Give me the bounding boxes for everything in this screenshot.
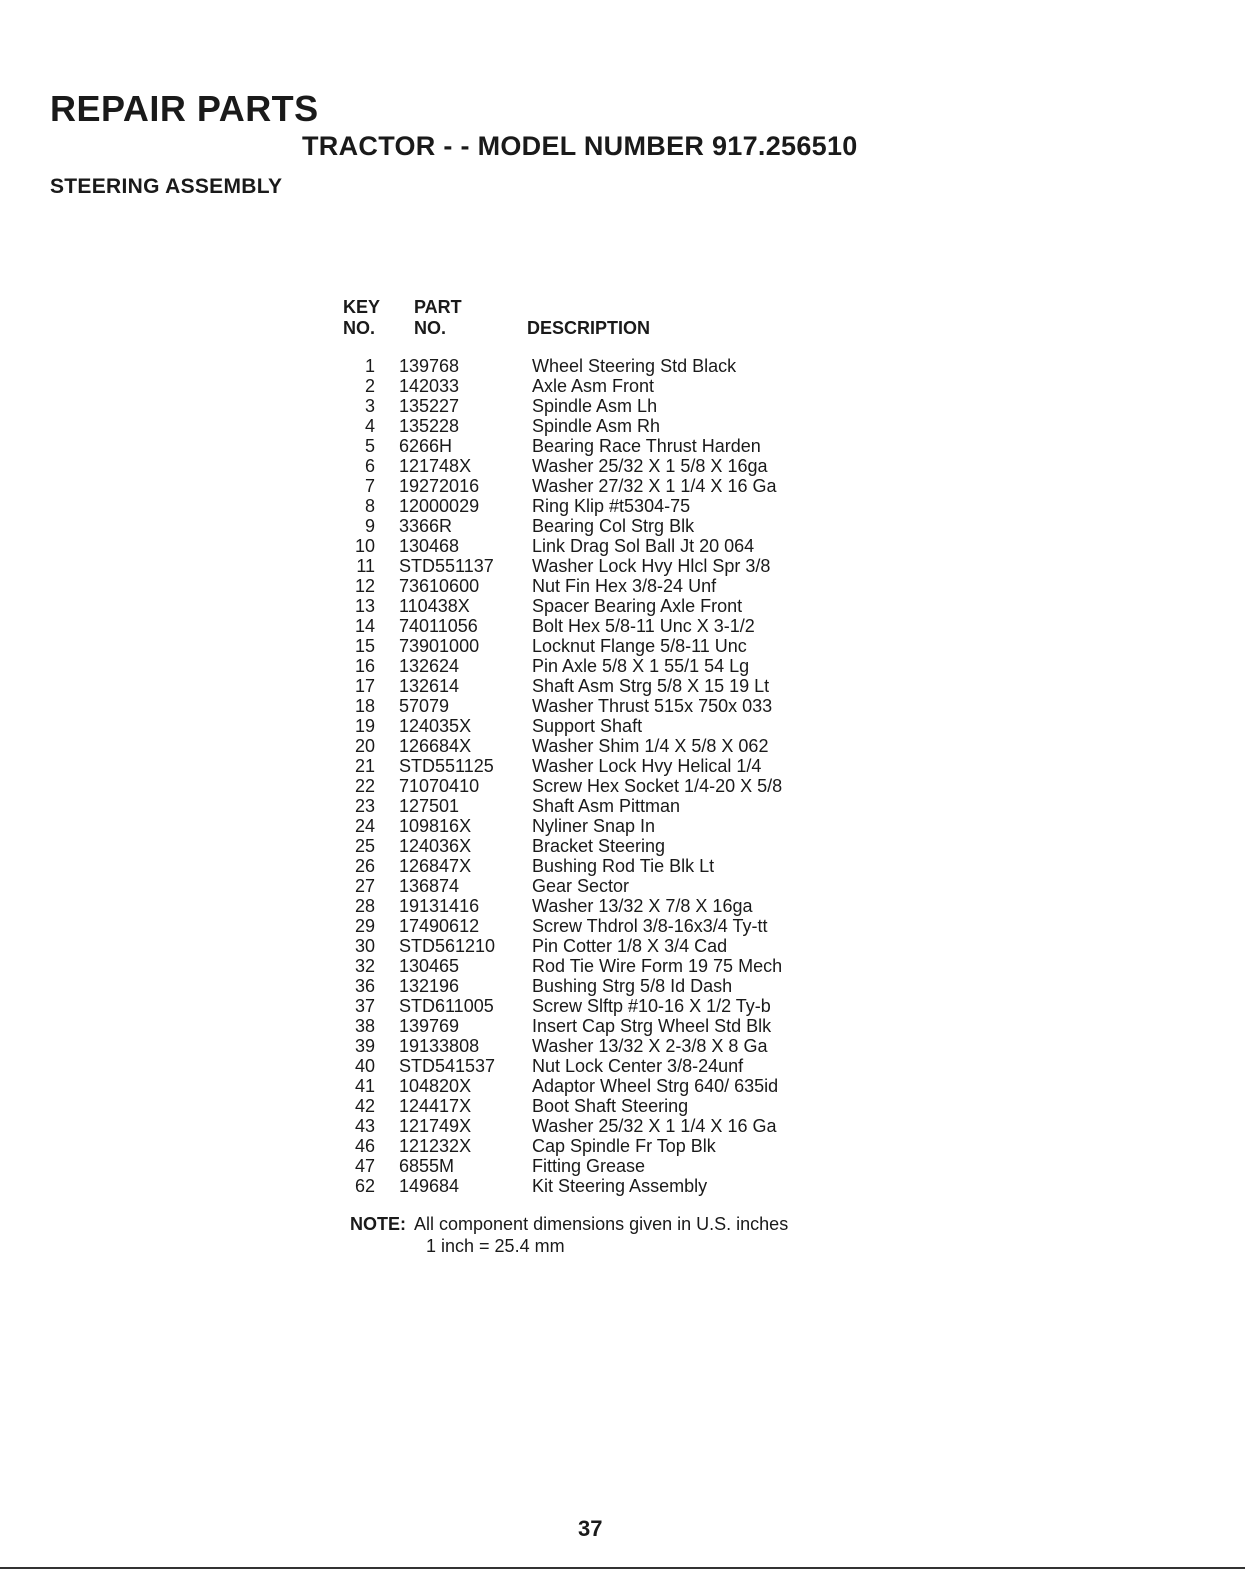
key-number: 32 <box>354 956 375 976</box>
key-number: 62 <box>354 1176 375 1196</box>
part-number: 110438X <box>399 596 470 616</box>
table-row <box>340 356 880 376</box>
table-row <box>340 1096 880 1116</box>
key-number: 4 <box>364 416 375 436</box>
table-row <box>340 696 880 716</box>
part-description: Bearing Race Thrust Harden <box>532 436 761 456</box>
key-number: 2 <box>364 376 375 396</box>
part-number: 109816X <box>399 816 472 836</box>
part-number: 73610600 <box>399 576 480 596</box>
table-row <box>340 1016 880 1036</box>
part-description: Nut Fin Hex 3/8-24 Unf <box>532 576 717 596</box>
table-row <box>340 656 880 676</box>
part-number: 124035X <box>399 716 472 736</box>
key-number: 17 <box>354 676 375 696</box>
key-number: 7 <box>364 476 375 496</box>
page-title: REPAIR PARTS <box>50 88 319 129</box>
table-row <box>340 1136 880 1156</box>
key-number: 20 <box>354 736 375 756</box>
table-row <box>340 756 880 776</box>
part-description: Pin Axle 5/8 X 1 55/1 54 Lg <box>532 656 750 676</box>
key-no-column-header <box>343 297 380 339</box>
key-number: 19 <box>354 716 375 736</box>
part-number: 6266H <box>399 436 453 456</box>
key-number: 25 <box>354 836 375 856</box>
table-row <box>340 536 880 556</box>
part-number: 132614 <box>399 676 460 696</box>
table-row <box>340 796 880 816</box>
table-row <box>340 436 880 456</box>
key-number: 6 <box>364 456 375 476</box>
part-number: 121232X <box>399 1136 472 1156</box>
key-number: 3 <box>364 396 375 416</box>
part-number: 3366R <box>399 516 453 536</box>
part-number: 124036X <box>399 836 472 856</box>
key-number: 18 <box>354 696 375 716</box>
table-row <box>340 516 880 536</box>
table-row <box>340 1116 880 1136</box>
key-number: 11 <box>356 556 375 576</box>
part-description: Locknut Flange 5/8-11 Unc <box>532 636 747 656</box>
table-row <box>340 416 880 436</box>
part-number: 121749X <box>399 1116 472 1136</box>
key-number: 37 <box>354 996 375 1016</box>
part-number: STD611005 <box>399 996 494 1016</box>
part-number: STD561210 <box>399 936 496 956</box>
part-number: 19133808 <box>399 1036 480 1056</box>
part-number: 73901000 <box>399 636 480 656</box>
table-row <box>340 576 880 596</box>
part-number: 136874 <box>399 876 460 896</box>
part-description: Screw Hex Socket 1/4-20 X 5/8 <box>532 776 783 796</box>
section-heading: STEERING ASSEMBLY <box>50 175 283 198</box>
table-row <box>340 736 880 756</box>
bottom-rule <box>0 1567 1245 1569</box>
part-description: Washer 13/32 X 2-3/8 X 8 Ga <box>532 1036 768 1056</box>
key-number: 40 <box>354 1056 375 1076</box>
part-number: 57079 <box>399 696 450 716</box>
table-row <box>340 1156 880 1176</box>
part-description: Ring Klip #t5304-75 <box>532 496 691 516</box>
key-number: 27 <box>354 876 375 896</box>
table-row <box>340 776 880 796</box>
key-number: 21 <box>354 756 375 776</box>
part-number: 139768 <box>399 356 460 376</box>
part-description: Washer Thrust 515x 750x 033 <box>532 696 773 716</box>
part-number: 74011056 <box>399 616 478 636</box>
part-description: Bracket Steering <box>532 836 666 856</box>
table-row <box>340 556 880 576</box>
part-description: Boot Shaft Steering <box>532 1096 689 1116</box>
key-header-line2: NO. <box>343 318 376 338</box>
part-number: STD541537 <box>399 1056 496 1076</box>
table-row <box>340 636 880 656</box>
parts-list <box>340 356 880 1196</box>
part-header-line2: NO. <box>414 318 447 338</box>
note-line2: 1 inch = 25.4 mm <box>426 1236 565 1256</box>
part-description: Washer Shim 1/4 X 5/8 X 062 <box>532 736 769 756</box>
table-row <box>340 836 880 856</box>
part-description: Fitting Grease <box>532 1156 646 1176</box>
key-number: 43 <box>354 1116 375 1136</box>
part-description: Spindle Asm Rh <box>532 416 661 436</box>
table-row <box>340 1036 880 1056</box>
part-description: Washer 25/32 X 1 1/4 X 16 Ga <box>532 1116 777 1136</box>
part-number: STD551125 <box>399 756 494 776</box>
description-column-header: DESCRIPTION <box>527 318 651 338</box>
table-row <box>340 376 880 396</box>
part-header-line1: PART <box>414 297 462 317</box>
part-description: Link Drag Sol Ball Jt 20 064 <box>532 536 755 556</box>
part-description: Pin Cotter 1/8 X 3/4 Cad <box>532 936 728 956</box>
key-number: 26 <box>354 856 375 876</box>
key-number: 28 <box>354 896 375 916</box>
table-row <box>340 456 880 476</box>
table-row <box>340 896 880 916</box>
part-description: Adaptor Wheel Strg 640/ 635id <box>532 1076 779 1096</box>
key-number: 10 <box>354 536 375 556</box>
part-description: Washer Lock Hvy Hlcl Spr 3/8 <box>532 556 771 576</box>
part-description: Gear Sector <box>532 876 630 896</box>
key-number: 16 <box>354 656 375 676</box>
key-number: 29 <box>354 916 375 936</box>
part-number: 126847X <box>399 856 472 876</box>
key-number: 24 <box>354 816 375 836</box>
part-number: 126684X <box>399 736 472 756</box>
table-row <box>340 1076 880 1096</box>
part-description: Bearing Col Strg Blk <box>532 516 695 536</box>
key-number: 39 <box>354 1036 375 1056</box>
table-row <box>340 496 880 516</box>
part-description: Bushing Rod Tie Blk Lt <box>532 856 715 876</box>
table-row <box>340 976 880 996</box>
part-description: Washer 13/32 X 7/8 X 16ga <box>532 896 753 916</box>
key-header-line1: KEY <box>343 297 381 317</box>
part-number: 19272016 <box>399 476 480 496</box>
part-description: Cap Spindle Fr Top Blk <box>532 1136 716 1156</box>
part-description: Washer 27/32 X 1 1/4 X 16 Ga <box>532 476 777 496</box>
table-row <box>340 476 880 496</box>
key-number: 15 <box>354 636 375 656</box>
part-number: 139769 <box>399 1016 460 1036</box>
key-number: 23 <box>354 796 375 816</box>
part-number: STD551137 <box>399 556 494 576</box>
part-number: 17490612 <box>399 916 480 936</box>
key-number: 22 <box>354 776 375 796</box>
key-number: 47 <box>354 1156 375 1176</box>
key-number: 9 <box>364 516 375 536</box>
note <box>350 1213 788 1235</box>
table-row <box>340 1056 880 1076</box>
part-description: Rod Tie Wire Form 19 75 Mech <box>532 956 783 976</box>
key-number: 42 <box>354 1096 375 1116</box>
table-row <box>340 876 880 896</box>
part-number: 149684 <box>399 1176 460 1196</box>
key-number: 8 <box>364 496 375 516</box>
part-number: 130465 <box>399 956 460 976</box>
key-number: 1 <box>364 356 375 376</box>
table-row <box>340 916 880 936</box>
part-number: 121748X <box>399 456 472 476</box>
part-description: Kit Steering Assembly <box>532 1176 708 1196</box>
key-number: 46 <box>354 1136 375 1156</box>
part-description: Shaft Asm Strg 5/8 X 15 19 Lt <box>532 676 770 696</box>
part-description: Bushing Strg 5/8 Id Dash <box>532 976 733 996</box>
part-description: Screw Thdrol 3/8-16x3/4 Ty-tt <box>532 916 768 936</box>
part-description: Bolt Hex 5/8-11 Unc X 3-1/2 <box>532 616 755 636</box>
part-number: 135227 <box>399 396 460 416</box>
note-label: NOTE: <box>350 1214 406 1234</box>
key-number: 14 <box>354 616 375 636</box>
part-description: Washer Lock Hvy Helical 1/4 <box>532 756 762 776</box>
key-number: 38 <box>354 1016 375 1036</box>
part-description: Spacer Bearing Axle Front <box>532 596 743 616</box>
part-number: 19131416 <box>399 896 480 916</box>
part-number: 142033 <box>399 376 460 396</box>
key-number: 5 <box>364 436 375 456</box>
part-number: 132624 <box>399 656 460 676</box>
part-number: 71070410 <box>399 776 480 796</box>
part-description: Nyliner Snap In <box>532 816 656 836</box>
part-description: Shaft Asm Pittman <box>532 796 681 816</box>
part-description: Axle Asm Front <box>532 376 655 396</box>
part-number: 130468 <box>399 536 460 556</box>
model-number-heading: TRACTOR - - MODEL NUMBER 917.256510 <box>302 131 858 161</box>
part-number: 12000029 <box>399 496 480 516</box>
part-description: Insert Cap Strg Wheel Std Blk <box>532 1016 772 1036</box>
part-description: Nut Lock Center 3/8-24unf <box>532 1056 744 1076</box>
part-number: 104820X <box>399 1076 472 1096</box>
part-description: Washer 25/32 X 1 5/8 X 16ga <box>532 456 768 476</box>
key-number: 13 <box>354 596 375 616</box>
table-row <box>340 676 880 696</box>
part-number: 6855M <box>399 1156 455 1176</box>
table-row <box>340 996 880 1016</box>
part-number: 135228 <box>399 416 460 436</box>
part-no-column-header <box>414 297 462 339</box>
key-number: 36 <box>354 976 375 996</box>
table-row <box>340 936 880 956</box>
part-description: Support Shaft <box>532 716 643 736</box>
key-number: 41 <box>354 1076 375 1096</box>
table-row <box>340 1176 880 1196</box>
part-number: 127501 <box>399 796 460 816</box>
page-number: 37 <box>578 1516 603 1541</box>
table-row <box>340 616 880 636</box>
key-number: 30 <box>354 936 375 956</box>
table-row <box>340 856 880 876</box>
part-number: 132196 <box>399 976 460 996</box>
part-description: Wheel Steering Std Black <box>532 356 737 376</box>
table-row <box>340 816 880 836</box>
table-row <box>340 956 880 976</box>
part-number: 124417X <box>399 1096 472 1116</box>
table-row <box>340 596 880 616</box>
table-row <box>340 716 880 736</box>
key-number: 12 <box>354 576 375 596</box>
note-line1: All component dimensions given in U.S. inches <box>414 1214 789 1234</box>
part-description: Screw Slftp #10-16 X 1/2 Ty-b <box>532 996 771 1016</box>
table-row <box>340 396 880 416</box>
part-description: Spindle Asm Lh <box>532 396 658 416</box>
